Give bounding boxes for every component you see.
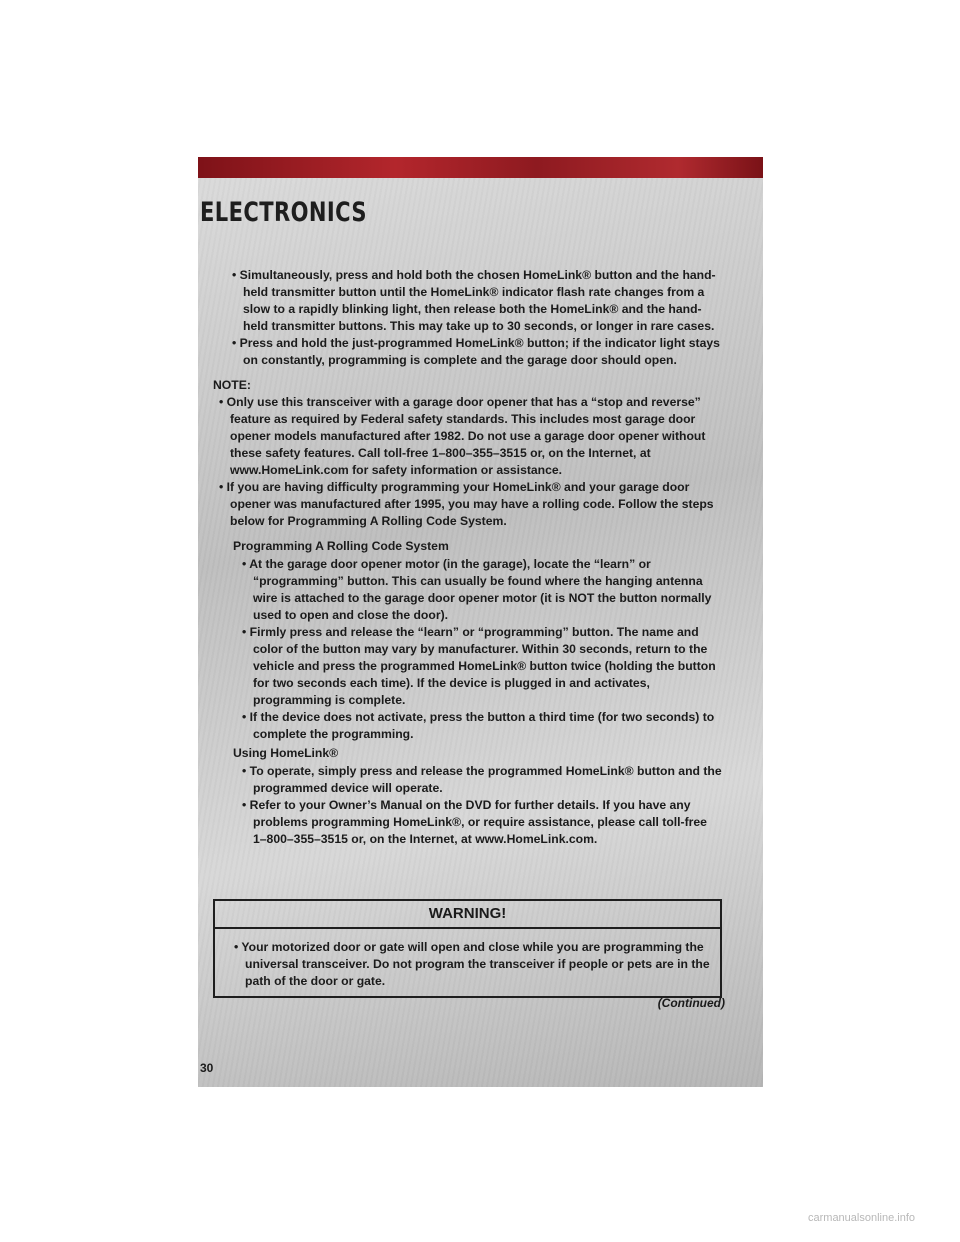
header-red-bar	[198, 157, 763, 178]
page-content	[213, 267, 723, 848]
warning-title: WARNING!	[215, 901, 720, 929]
note-label: NOTE:	[213, 378, 251, 392]
using-homelink-bullet: • Refer to your Owner’s Manual on the DVD for further details. If you have any problems programming HomeLink®, or require assistance, please call toll-free 1–800–355–3515 or, on the Internet, at www.HomeLink.com.	[242, 798, 707, 846]
rolling-code-bullet: • If the device does not activate, press the button a third time (for two seconds) to complete the programming.	[242, 710, 715, 741]
warning-box	[213, 899, 722, 998]
using-homelink-bullet: • To operate, simply press and release the programmed HomeLink® button and the programmed device will operate.	[242, 764, 722, 795]
page-number: 30	[200, 1061, 214, 1075]
manual-page	[198, 157, 763, 1087]
section-title: ELECTRONICS	[200, 197, 367, 228]
note-bullet: • If you are having difficulty programming your HomeLink® and your garage door opener was manufactured after 1995, you may have a rolling code. Follow the steps below for Programming A Rolling Code System.	[219, 480, 714, 528]
rolling-code-bullet: • At the garage door opener motor (in the garage), locate the “learn” or “programming” button. This can usually be found where the hanging antenna wire is attached to the garage door opener motor (it is NOT the button normally used to open and close the door).	[242, 557, 712, 622]
warning-bullet: • Your motorized door or gate will open and close while you are programming the universal transceiver. Do not program the transceiver if people or pets are in the path of the door or gate.	[234, 940, 710, 988]
intro-bullet: • Press and hold the just-programmed HomeLink® button; if the indicator light stays on constantly, programming is complete and the garage door should open.	[232, 336, 720, 367]
rolling-code-bullet: • Firmly press and release the “learn” or “programming” button. The name and color of the button may vary by manufacturer. Within 30 seconds, return to the vehicle and press the programmed HomeLink® button twice (holding the button for two seconds each time). If the device is plugged in and activates, programming is complete.	[242, 625, 716, 707]
using-homelink-heading: Using HomeLink®	[233, 746, 339, 760]
continued-label: (Continued)	[657, 996, 725, 1010]
intro-bullet: • Simultaneously, press and hold both the chosen HomeLink® button and the hand-held transmitter button until the HomeLink® indicator flash rate changes from a slow to a rapidly blinking light, then release both the HomeLink® and the hand-held transmitter buttons. This may take up to 30 seconds, or longer in rare cases.	[232, 268, 716, 333]
note-bullet: • Only use this transceiver with a garage door opener that has a “stop and reverse” feature as required by Federal safety standards. This includes most garage door opener models manufactured after 1982. Do not use a garage door opener without these safety features. Call toll-free 1–800–355–3515 or, on the Internet, at www.HomeLink.com for safety information or assistance.	[219, 395, 706, 477]
rolling-code-heading: Programming A Rolling Code System	[233, 539, 449, 553]
watermark-text: carmanualsonline.info	[808, 1212, 916, 1224]
